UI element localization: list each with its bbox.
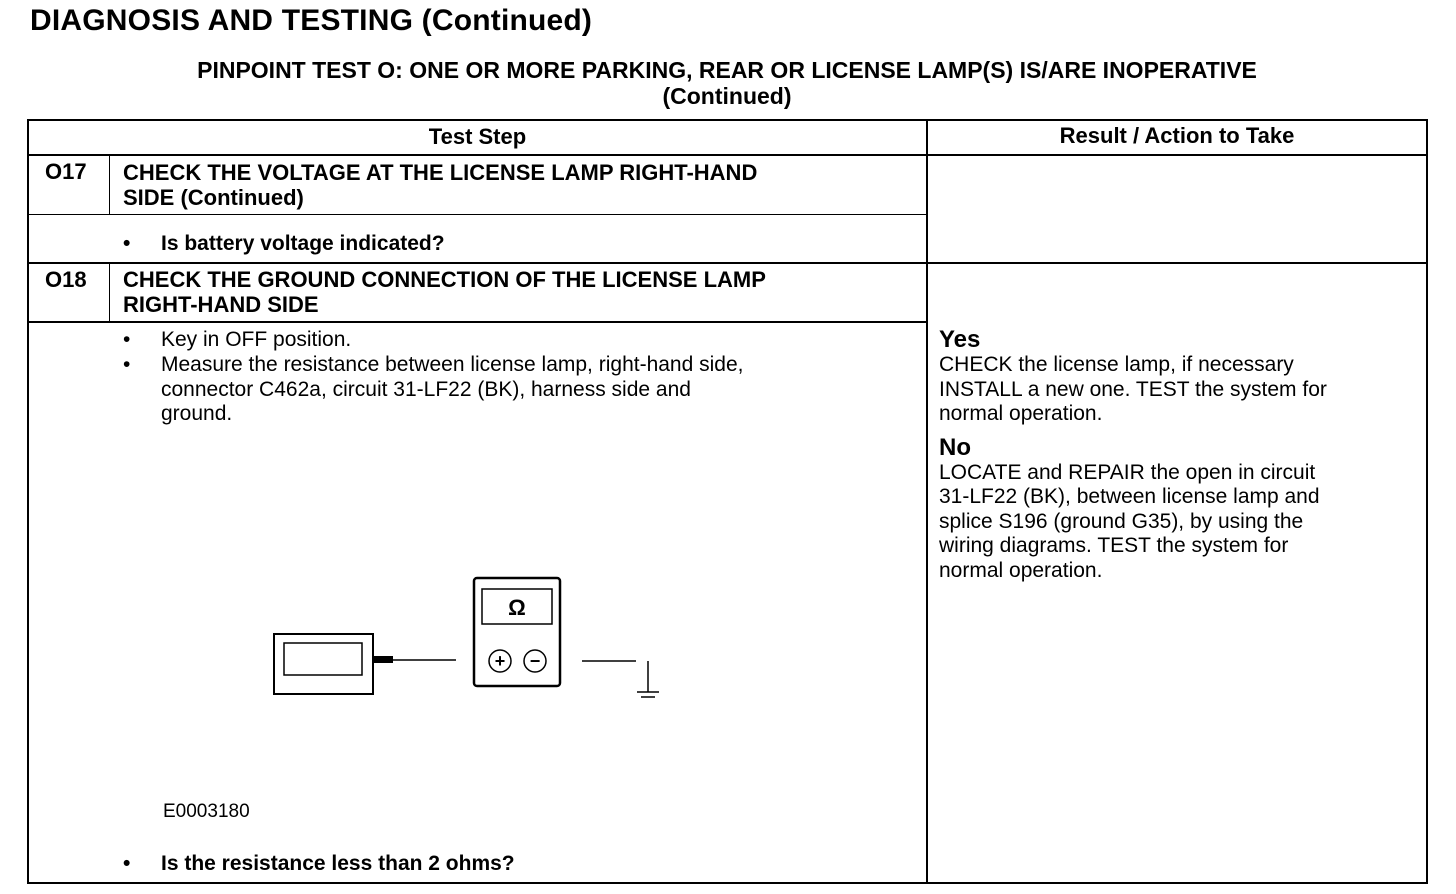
step-o18-measure-line1: Measure the resistance between license lamp, right-hand side, <box>161 353 744 376</box>
header-result-action: Result / Action to Take <box>1059 123 1295 148</box>
row-divider-o17-o18 <box>27 262 1428 264</box>
step-title-o17 <box>123 161 757 210</box>
figure-id: E0003180 <box>163 801 250 822</box>
table-border-right <box>1426 119 1428 884</box>
header-divider <box>27 154 1428 156</box>
question-o18-text: Is the resistance less than 2 ohms? <box>161 852 515 875</box>
id-divider-o17 <box>109 154 110 215</box>
step-id-o18: O18 <box>45 267 87 292</box>
step-o18-key-off-text: Key in OFF position. <box>161 328 352 351</box>
column-divider <box>926 119 928 884</box>
no-line1: LOCATE and REPAIR the open in circuit <box>939 460 1316 484</box>
id-divider-o18 <box>109 262 110 322</box>
step-title-o18-line1: CHECK THE GROUND CONNECTION OF THE LICENSE LAMP <box>123 267 766 292</box>
no-line2: 31-LF22 (BK), between license lamp and <box>939 485 1320 508</box>
connector-pin <box>373 656 393 663</box>
step-o18-key-off <box>123 328 352 353</box>
plus-icon: + <box>494 651 506 671</box>
step-title-o17-line2: SIDE (Continued) <box>123 184 304 210</box>
result-o18 <box>939 327 1424 583</box>
table-border-bottom <box>27 882 1428 884</box>
step-o18-measure-line3: ground. <box>161 402 233 425</box>
no-line4: wiring diagrams. TEST the system for <box>939 534 1289 557</box>
step-title-o18 <box>123 268 766 317</box>
o17-title-divider <box>27 214 927 215</box>
step-title-o18-line2: RIGHT-HAND SIDE <box>123 291 319 317</box>
no-line3: splice S196 (ground G35), by using the <box>939 509 1304 533</box>
yes-line3: normal operation. <box>939 402 1103 425</box>
ohm-symbol: Ω <box>508 595 526 620</box>
question-o18 <box>123 852 515 877</box>
yes-line1: CHECK the license lamp, if necessary <box>939 353 1294 376</box>
step-o18-measure-line2: connector C462a, circuit 31-LF22 (BK), harness side and <box>161 377 691 401</box>
connector-inner <box>284 643 362 675</box>
pinpoint-title-line2: (Continued) <box>662 83 792 109</box>
table-border-left <box>27 119 29 884</box>
bullet-icon: • <box>123 232 131 255</box>
minus-icon: − <box>529 651 541 671</box>
ohmmeter-diagram <box>260 570 680 710</box>
step-id-o17: O17 <box>45 159 87 184</box>
bullet-icon: • <box>123 852 131 875</box>
bullet-icon: • <box>123 328 131 351</box>
question-o17 <box>123 232 445 257</box>
page-title: DIAGNOSIS AND TESTING (Continued) <box>30 4 593 37</box>
header-test-step: Test Step <box>428 124 527 149</box>
bullet-icon: • <box>123 353 131 376</box>
yes-label: Yes <box>939 326 981 353</box>
table-border-top <box>27 119 1428 121</box>
step-title-o17-line1: CHECK THE VOLTAGE AT THE LICENSE LAMP RIGHT-HAND <box>123 160 758 185</box>
yes-line2: INSTALL a new one. TEST the system for <box>939 377 1327 401</box>
step-o18-measure <box>123 353 744 427</box>
pinpoint-title-line1: PINPOINT TEST O: ONE OR MORE PARKING, REAR OR LICENSE LAMP(S) IS/ARE INOPERATIVE <box>197 57 1257 83</box>
question-o17-text: Is battery voltage indicated? <box>161 232 445 255</box>
pinpoint-test-title <box>28 57 1426 109</box>
o18-title-divider <box>27 321 927 323</box>
no-label: No <box>939 433 971 461</box>
no-line5: normal operation. <box>939 558 1103 582</box>
